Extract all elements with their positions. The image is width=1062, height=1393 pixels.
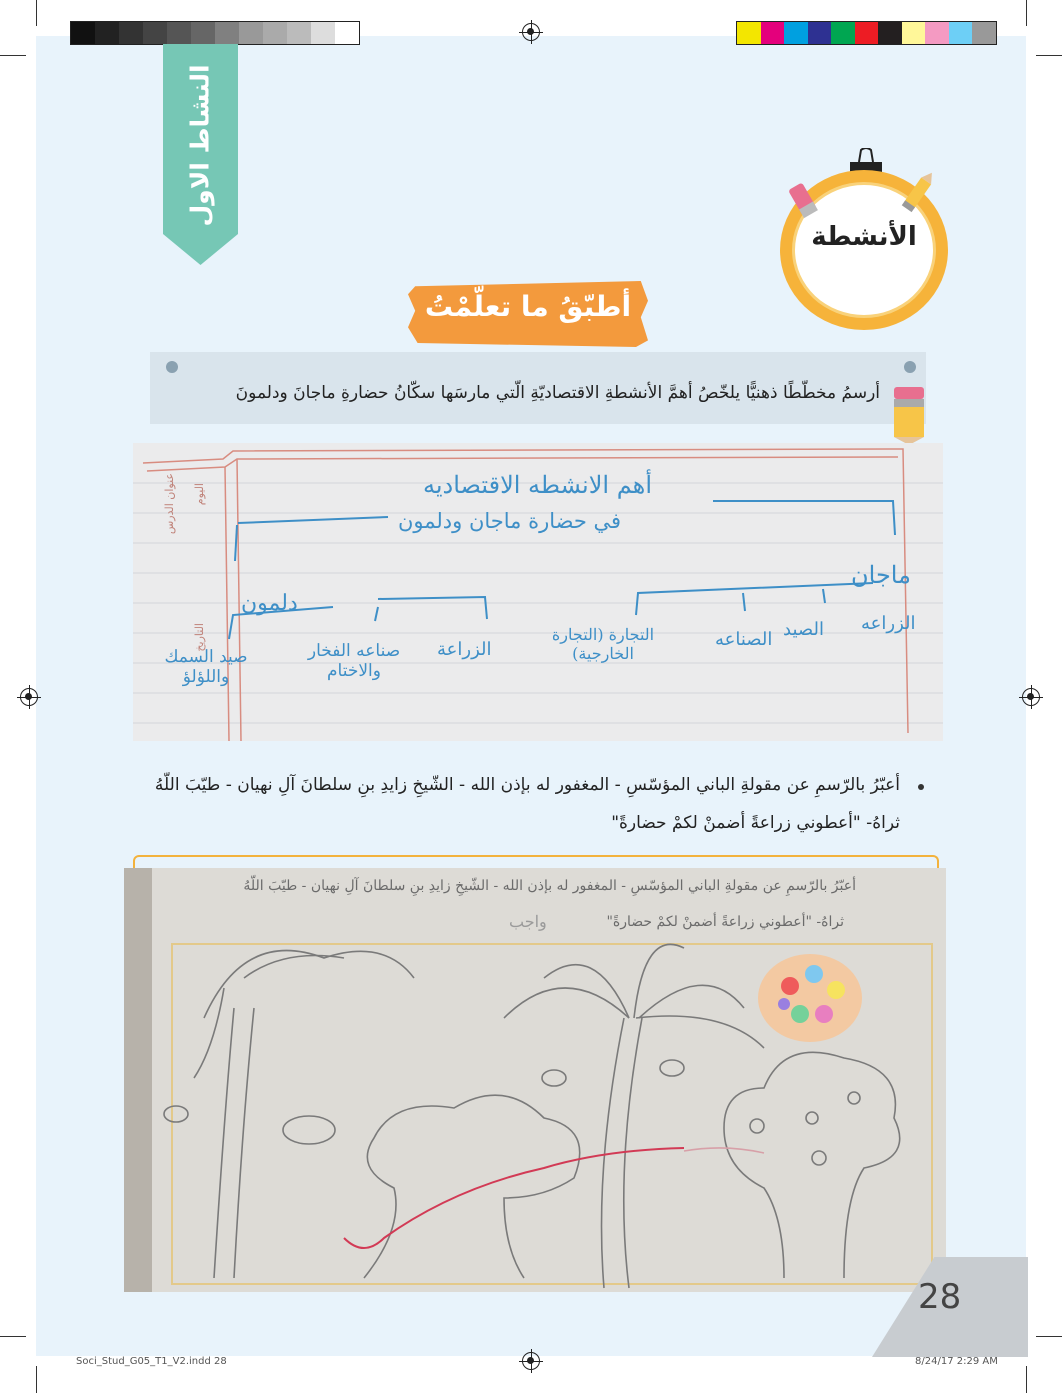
color-calibration-strip [736,21,997,45]
mindmap-left-branch: دلمون [241,591,298,616]
crop-mark [0,55,26,56]
mindmap-title-line1: أهم الانشطه الاقتصاديه [423,471,652,499]
mindmap-right-branch: ماجان [851,561,911,589]
margin-label: اليوم [193,483,206,506]
section-banner-label: أطبّقُ ما تعلّمْتُ [424,290,632,323]
mindmap-title-line2: في حضارة ماجان ودلمون [398,509,622,533]
crop-mark [36,0,37,26]
photo2-text-line1: أعبّرُ بالرّسمِ عن مقولةِ الباني المؤسّسِ - المغفور له بإذن الله - الشّيخِ زايدِ بنِ سلطانَ آلِ نهيان - طيّبَ اللّهُ [243,878,856,894]
footer-filename: Soci_Stud_G05_T1_V2.indd 28 [76,1356,227,1367]
activity-tab-label: النشاط الاول [186,63,216,227]
crop-mark [1036,1336,1062,1337]
handwritten-mindmap-photo [133,443,943,741]
registration-mark-icon [20,688,38,706]
prompt2-line1: أعبّرُ بالرّسمِ عن مقولةِ الباني المؤسّسِ - المغفور له بإذن الله - الشّيخِ زايدِ بنِ سلطانَ آلِ نهيان - طيّبَ اللّهُ [154,775,900,795]
crop-mark [0,1336,26,1337]
activities-badge-label: الأنشطة [811,222,917,252]
prompt2-line2: ثراهُ- "أعطوني زراعةً أضمنْ لكمْ حضارةً" [611,813,900,833]
strip-dot [904,361,916,373]
student-drawing-photo [124,868,946,1292]
margin-label: التاريخ [193,623,206,652]
mindmap-right-item: الصيد [783,619,824,640]
paint-palette-icon [758,954,862,1042]
bullet-point [918,784,924,790]
pencil-icon [900,172,934,216]
footer-date: 8/24/17 2:29 AM [915,1356,998,1367]
mindmap-left-item: صناعه الفخار والاختام [307,641,401,681]
crop-mark [1026,0,1027,26]
photo2-text-line2: ثراهُ- "أعطوني زراعةً أضمنْ لكمْ حضارةً" [606,914,844,930]
activity-tab-label-wrap [163,60,238,230]
registration-mark-icon [522,1352,540,1370]
page-number: 28 [918,1277,962,1317]
photo2-note: واجب [509,912,547,931]
instruction-text: أرسمُ مخطّطًا ذهنيًّا يلخّصُ أهمَّ الأنشطةِ الاقتصاديّةِ الّتي مارسَها سكّانُ حضارةِ ماجانَ ودلمونَ [235,383,880,403]
mindmap-right-item: الزراعه [861,613,916,634]
mindmap-left-item: الزراعة [437,639,492,660]
registration-mark-icon [522,23,540,41]
strip-dot [166,361,178,373]
margin-label: عنوان الدرس [163,473,176,535]
mindmap-right-item: الصناعه [715,629,773,650]
crop-mark [1036,55,1062,56]
crop-mark [1026,1366,1027,1393]
eraser-icon [786,182,822,222]
mindmap-right-item: التجارة (التجارة الخارجية) [551,625,655,663]
crop-mark [36,1366,37,1393]
registration-mark-icon [1022,688,1040,706]
pencil-icon [892,387,926,445]
grayscale-calibration-strip [70,21,360,45]
mindmap-left-item: صيد السمك واللؤلؤ [164,647,248,687]
